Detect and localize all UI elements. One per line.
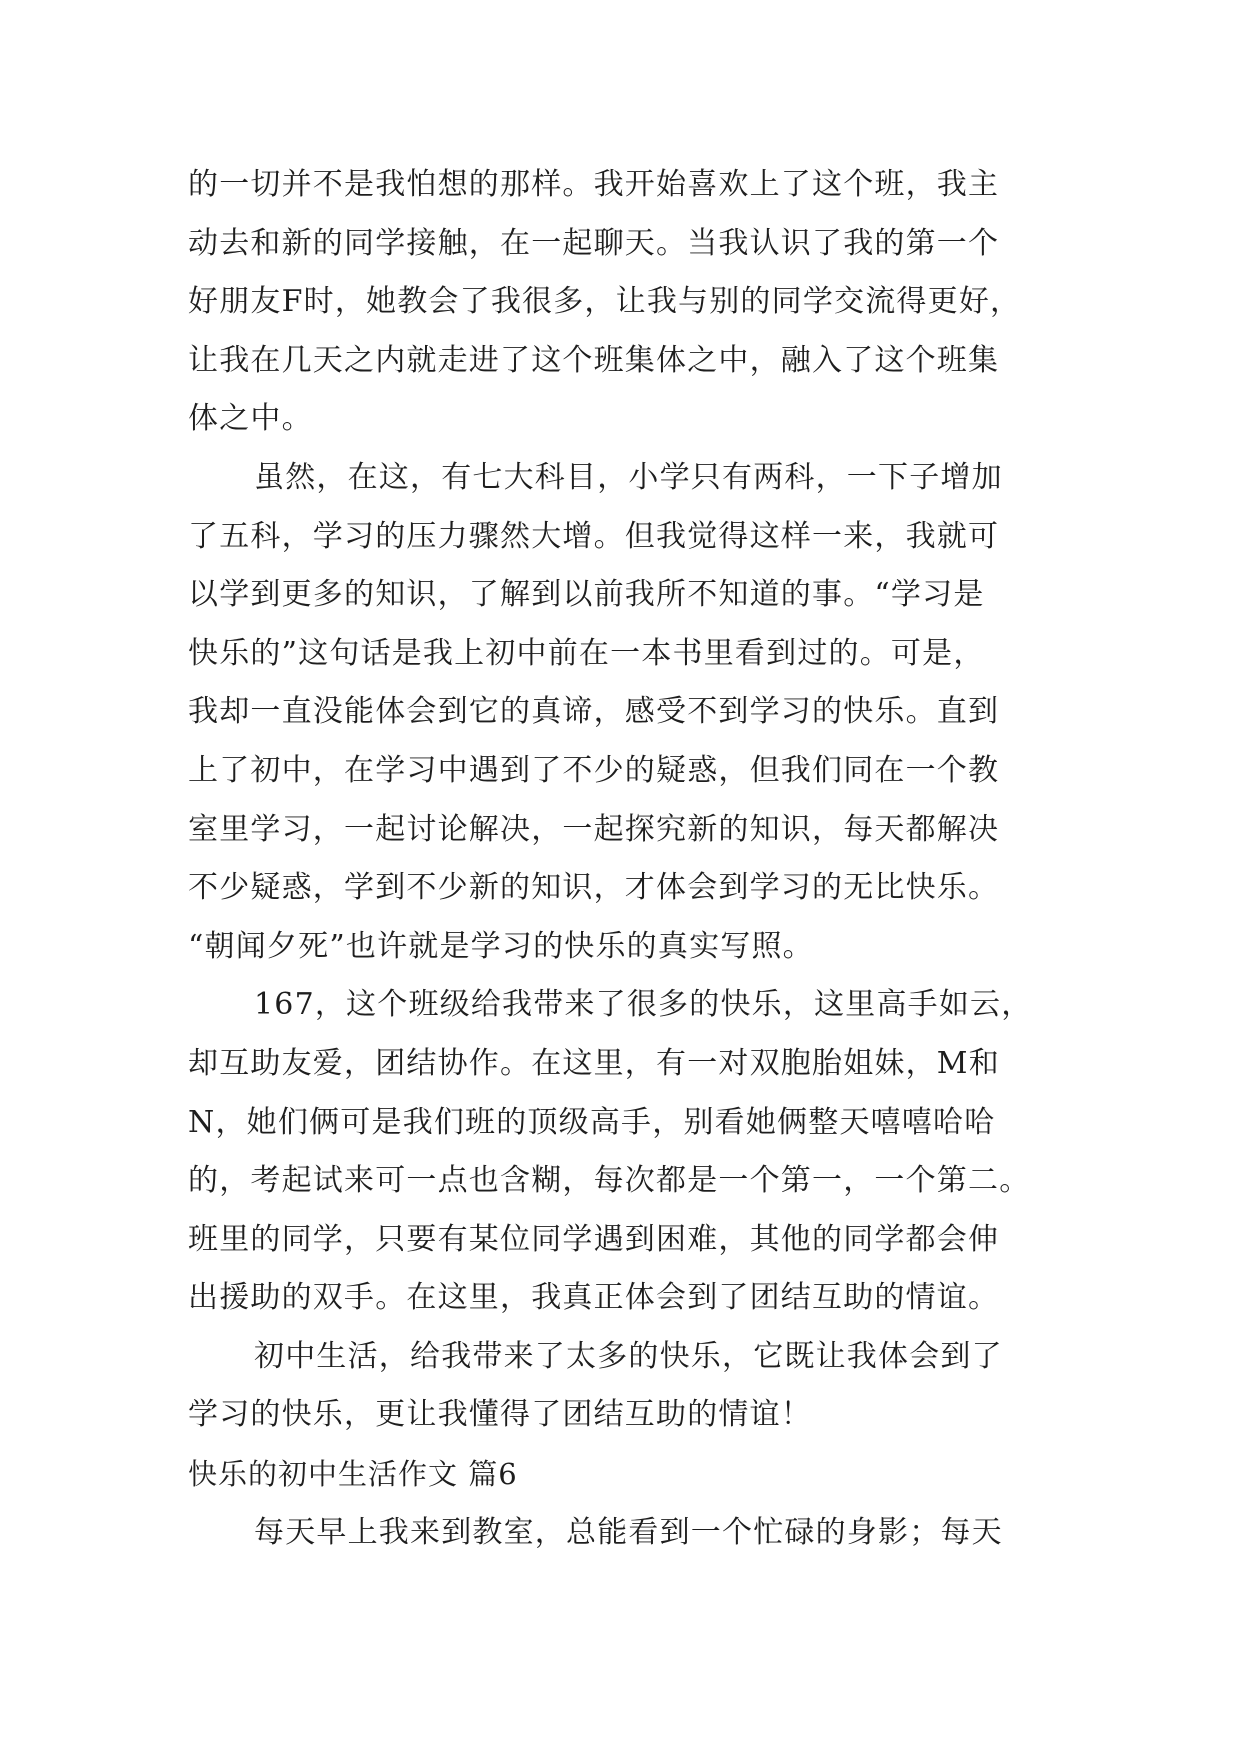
paragraph-start-line: 虽然，在这，有七大科目，小学只有两科，一下子增加 bbox=[254, 459, 1003, 495]
text-line: 出援助的双手。在这里，我真正体会到了团结互助的情谊。 bbox=[188, 1280, 1000, 1316]
text-line: “朝闻夕死”也许就是学习的快乐的真实写照。 bbox=[188, 928, 814, 964]
paragraph-start-line: 167，这个班级给我带来了很多的快乐，这里高手如云， bbox=[254, 987, 1033, 1023]
text-line: 体之中。 bbox=[188, 401, 313, 437]
text-line: 不少疑惑，学到不少新的知识，才体会到学习的无比快乐。 bbox=[188, 870, 1000, 906]
text-line: 我却一直没能体会到它的真谛，感受不到学习的快乐。直到 bbox=[188, 694, 1000, 730]
text-line: 班里的同学，只要有某位同学遇到困难，其他的同学都会伸 bbox=[188, 1221, 1000, 1257]
text-line: N，她们俩可是我们班的顶级高手，别看她俩整天嘻嘻哈哈 bbox=[188, 1104, 996, 1140]
text-line: 了五科，学习的压力骤然大增。但我觉得这样一来，我就可 bbox=[188, 518, 1000, 554]
text-line: 以学到更多的知识，了解到以前我所不知道的事。“学习是 bbox=[188, 577, 985, 613]
text-line: 动去和新的同学接触，在一起聊天。当我认识了我的第一个 bbox=[188, 225, 1000, 261]
document-body bbox=[188, 156, 1063, 1562]
text-line: 的一切并不是我怕想的那样。我开始喜欢上了这个班，我主 bbox=[188, 167, 1000, 202]
paragraph-start-line: 初中生活，给我带来了太多的快乐，它既让我体会到了 bbox=[254, 1338, 1003, 1374]
text-line: 让我在几天之内就走进了这个班集体之中，融入了这个班集 bbox=[188, 342, 1000, 378]
paragraph-start-line: 每天早上我来到教室，总能看到一个忙碌的身影；每天 bbox=[254, 1514, 1003, 1550]
text-line: 室里学习，一起讨论解决，一起探究新的知识，每天都解决 bbox=[188, 811, 1000, 847]
text-line: 好朋友F时，她教会了我很多，让我与别的同学交流得更好， bbox=[188, 284, 1022, 320]
text-line: 学习的快乐，更让我懂得了团结互助的情谊！ bbox=[188, 1397, 812, 1433]
text-line: 快乐的”这句话是我上初中前在一本书里看到过的。可是， bbox=[188, 635, 985, 671]
section-heading: 快乐的初中生活作文 篇6 bbox=[188, 1457, 518, 1492]
text-line: 上了初中，在学习中遇到了不少的疑惑，但我们同在一个教 bbox=[188, 752, 1000, 788]
text-line: 的，考起试来可一点也含糊，每次都是一个第一，一个第二。 bbox=[188, 1163, 1031, 1199]
text-line: 却互助友爱，团结协作。在这里，有一对双胞胎姐妹，M和 bbox=[188, 1045, 1000, 1081]
